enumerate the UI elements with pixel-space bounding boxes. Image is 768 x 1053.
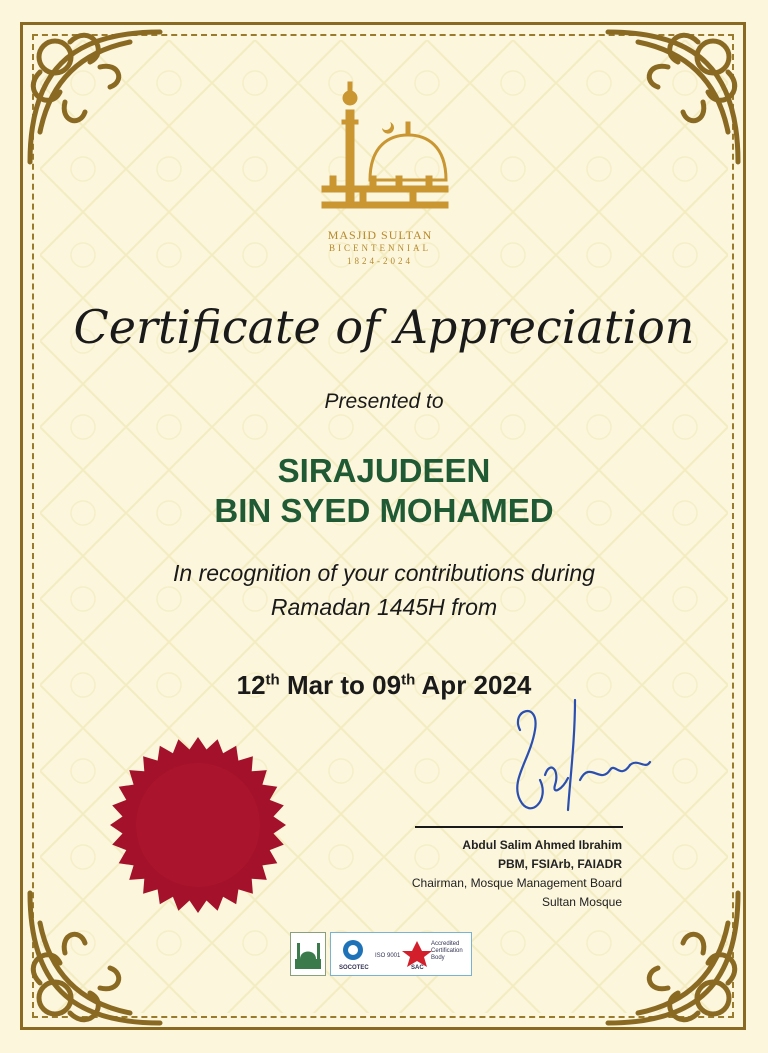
recipient-name-line1: SIRAJUDEEN — [277, 452, 491, 489]
red-seal-icon — [108, 735, 288, 915]
mosque-mini-logo — [290, 932, 326, 976]
start-day: 12 — [236, 670, 266, 700]
masjid-sultan-logo — [300, 80, 460, 270]
iso-certification-badge — [330, 932, 472, 976]
signer-name: Abdul Salim Ahmed Ibrahim — [462, 838, 622, 852]
logo-name: MASJID SULTAN — [327, 228, 433, 242]
start-day-suffix: th — [265, 671, 280, 689]
corner-ornament-top-right — [588, 12, 758, 182]
signer-credentials: PBM, FSIArb, FAIADR — [497, 857, 622, 871]
signature-line — [415, 826, 623, 828]
recipient-name-line2: BIN SYED MOHAMED — [214, 492, 554, 529]
end-day: 09 — [372, 670, 402, 700]
corner-ornament-top-left — [10, 12, 180, 182]
mosque-logo-icon — [300, 80, 460, 225]
mosque-mini-icon — [291, 933, 325, 975]
recognition-line2: Ramadan 1445H from — [270, 594, 498, 620]
logo-years: 1824-2024 — [347, 256, 413, 266]
socotec-label: SOCOTEC — [339, 965, 369, 971]
signature-icon — [490, 690, 660, 830]
start-month: Mar to — [286, 670, 365, 700]
iso-label: ISO 9001 — [375, 953, 401, 959]
presented-to-label: Presented to — [324, 390, 444, 413]
end-day-suffix: th — [401, 671, 416, 689]
certificate-title: Certificate of Appreciation — [73, 300, 695, 354]
signer-organization: Sultan Mosque — [541, 895, 622, 909]
accredited-label: Accredited Certification Body — [431, 941, 463, 961]
end-month-year: Apr 2024 — [421, 670, 532, 700]
recognition-line1: In recognition of your contributions during — [173, 560, 595, 586]
sac-label: SAC — [411, 965, 424, 971]
logo-subtitle: BICENTENNIAL — [329, 243, 431, 253]
signer-role: Chairman, Mosque Management Board — [411, 876, 622, 890]
